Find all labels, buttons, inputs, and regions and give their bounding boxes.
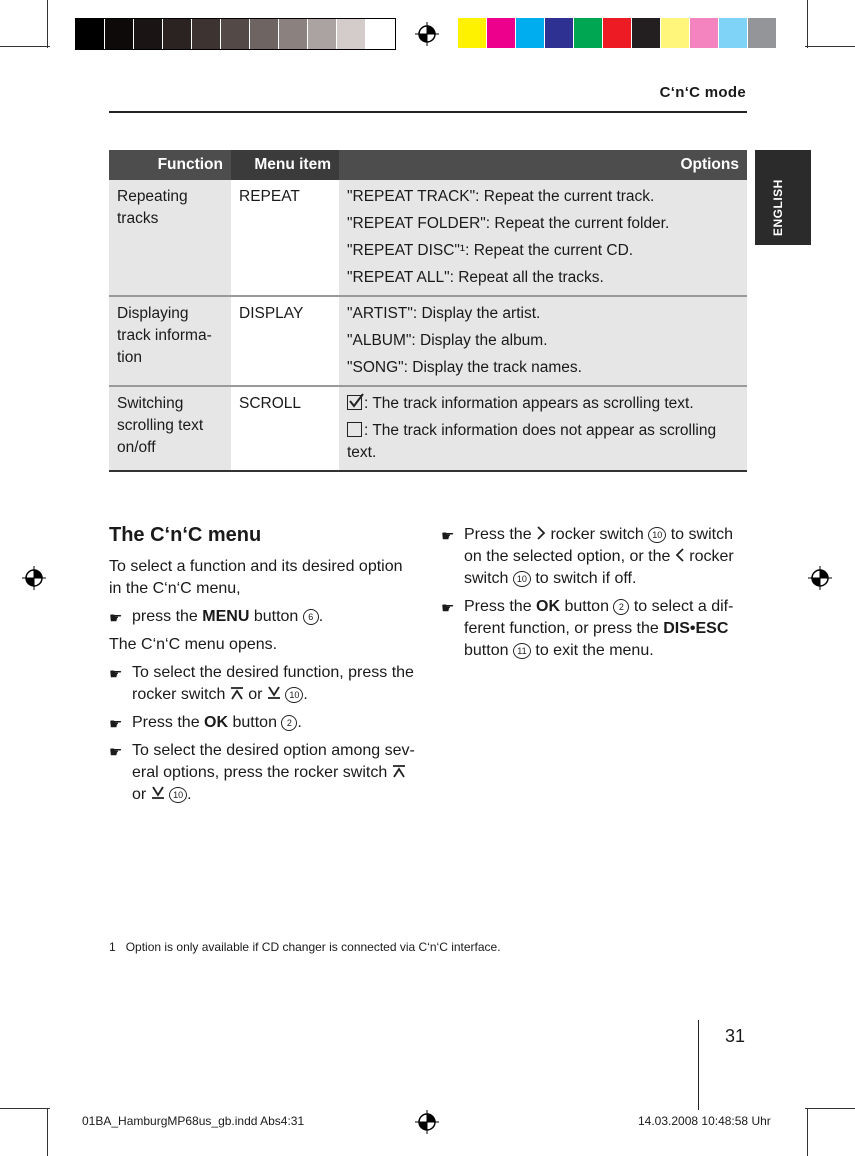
status-text: The C‘n‘C menu opens. [109, 636, 278, 653]
options-cell [339, 386, 747, 471]
options-cell [339, 180, 747, 296]
step-text: to exit the menu. [530, 642, 654, 659]
rocker-down-icon [267, 686, 281, 700]
table-row [109, 296, 747, 386]
page-number-divider [698, 1020, 699, 1110]
pointing-hand-icon: ☛ [109, 744, 123, 761]
footnote-marker: 1 [109, 940, 116, 954]
callout-number: 10 [169, 787, 187, 803]
language-tab-label: ENGLISH [771, 179, 785, 236]
slug-file-info: 01BA_HamburgMP68us_gb.indd Abs4:31 [82, 1114, 305, 1128]
step-text: button [560, 598, 614, 615]
color-swatch [603, 18, 632, 48]
callout-number: 2 [613, 599, 629, 615]
step-text: or [243, 686, 267, 703]
step-text: press the [132, 608, 203, 625]
callout-number: 11 [513, 643, 531, 659]
rocker-right-icon [536, 526, 546, 540]
crop-mark [805, 46, 855, 47]
rocker-up-icon [230, 686, 244, 700]
instructions-left-column [109, 524, 417, 812]
callout-number: 6 [303, 609, 319, 625]
callout-number: 10 [648, 527, 666, 543]
ok-key-label: OK [204, 714, 229, 731]
grayscale-bar [75, 18, 396, 50]
option-line [347, 393, 739, 415]
color-swatch [163, 19, 192, 49]
option-line: "REPEAT DISC"¹: Repeat the current CD. [347, 242, 634, 259]
header-divider [109, 111, 747, 113]
color-swatch [337, 19, 366, 49]
instruction-step: ☛ To select the desired option among sev-eral options, press the rocker switch or 10 . [109, 742, 415, 803]
pointing-hand-icon: ☛ [441, 528, 455, 545]
option-line: "ALBUM": Display the album. [347, 332, 548, 349]
callout-number: 10 [285, 687, 303, 703]
intro-text: To select a function and its desired option in the C‘n‘C menu, [109, 558, 403, 597]
step-text: button [249, 608, 303, 625]
menu-item-cell: REPEAT [231, 180, 339, 296]
step-text: to switch on the selected option, or the [464, 526, 733, 565]
instructions-right-column [441, 524, 741, 668]
color-swatch [192, 19, 221, 49]
color-swatch [516, 18, 545, 48]
color-swatch [748, 18, 777, 48]
step-text: or [132, 786, 151, 803]
ok-key-label: OK [536, 598, 561, 615]
color-swatch [719, 18, 748, 48]
crop-mark [805, 1108, 855, 1109]
color-swatch [690, 18, 719, 48]
pointing-hand-icon: ☛ [441, 600, 455, 617]
step-text: To select the desired function, press the rocker switch [132, 664, 414, 703]
instruction-step [441, 596, 741, 662]
language-tab [755, 150, 811, 245]
color-swatch [487, 18, 516, 48]
crop-mark [0, 46, 50, 47]
step-text: rocker switch [546, 526, 649, 543]
color-bar [458, 18, 777, 48]
option-line: "REPEAT TRACK": Repeat the current track. [347, 188, 655, 205]
function-cell: Repeating tracks [109, 180, 231, 296]
step-text: button [228, 714, 282, 731]
step-text: button [464, 642, 513, 659]
function-cell: Switching scrolling text on/off [109, 386, 231, 471]
table-row [109, 180, 747, 296]
color-swatch [279, 19, 308, 49]
page-header-title: C‘n‘C mode [659, 84, 746, 101]
color-swatch [105, 19, 134, 49]
option-line: "REPEAT FOLDER": Repeat the current folder. [347, 215, 670, 232]
step-text: Press the [464, 598, 537, 615]
instruction-step: ☛ Press the OK button 2 . [109, 712, 417, 734]
options-cell [339, 296, 747, 386]
color-swatch [545, 18, 574, 48]
instruction-step: ☛ To select the desired function, press the rocker switch or 10 . [109, 664, 414, 703]
pointing-hand-icon: ☛ [109, 610, 123, 627]
color-swatch [308, 19, 337, 49]
column-header-function: Function [109, 150, 231, 180]
column-header-options: Options [339, 150, 747, 180]
page-number: 31 [725, 1026, 746, 1046]
instruction-step [441, 524, 741, 590]
menu-item-cell: DISPLAY [231, 296, 339, 386]
step-text: to switch if off. [530, 570, 637, 587]
step-text: Press the [464, 526, 537, 543]
registration-mark-icon [22, 566, 46, 590]
crop-mark [807, 1108, 808, 1156]
dis-esc-key-label: DIS•ESC [663, 620, 729, 637]
registration-mark-icon [808, 566, 832, 590]
option-line: "SONG": Display the track names. [347, 359, 582, 376]
color-swatch [221, 19, 250, 49]
callout-number: 10 [513, 571, 531, 587]
color-swatch [250, 19, 279, 49]
step-text: to select a dif-ferent function, or press the [464, 598, 734, 637]
rocker-up-icon [392, 764, 406, 778]
step-text: rocker switch [464, 548, 734, 587]
menu-key-label: MENU [202, 608, 250, 625]
step-text: Press the [132, 714, 205, 731]
pointing-hand-icon: ☛ [109, 666, 123, 683]
crop-mark [807, 0, 808, 48]
callout-number: 2 [281, 715, 297, 731]
crop-mark [47, 0, 48, 48]
table-header-row [109, 150, 747, 180]
color-swatch [458, 18, 487, 48]
checked-checkbox-icon [347, 395, 362, 410]
footnote [109, 940, 501, 954]
unchecked-checkbox-icon [347, 422, 362, 437]
crop-mark [0, 1108, 50, 1109]
function-text: Displaying track informa-tion [117, 305, 212, 366]
rocker-left-icon [675, 548, 685, 562]
option-line [347, 420, 739, 464]
registration-mark-icon [415, 22, 439, 46]
option-line: "ARTIST": Display the artist. [347, 305, 541, 322]
options-table [109, 150, 747, 472]
color-swatch [76, 19, 105, 49]
crop-mark [47, 1108, 48, 1156]
slug-date-info: 14.03.2008 10:48:58 Uhr [638, 1114, 771, 1128]
menu-item-cell: SCROLL [231, 386, 339, 471]
color-swatch [366, 19, 395, 49]
step-text: To select the desired option among sev-eral options, press the rocker switch [132, 742, 415, 781]
color-swatch [632, 18, 661, 48]
option-text: : The track information does not appear as scrolling text. [347, 422, 717, 461]
color-swatch [574, 18, 603, 48]
color-swatch [134, 19, 163, 49]
color-swatch [661, 18, 690, 48]
pointing-hand-icon: ☛ [109, 716, 123, 733]
rocker-down-icon [151, 786, 165, 800]
function-cell [109, 296, 231, 386]
registration-mark-icon [415, 1110, 439, 1134]
instruction-step: ☛ press the MENU button 6 . [109, 606, 417, 628]
section-title: The C‘n‘C menu [109, 524, 262, 546]
option-text: : The track information appears as scrolling text. [364, 395, 694, 412]
option-line: "REPEAT ALL": Repeat all the tracks. [347, 269, 604, 286]
footnote-text: Option is only available if CD changer is connected via C‘n‘C interface. [125, 940, 501, 954]
column-header-menu-item: Menu item [231, 150, 339, 180]
table-row [109, 386, 747, 471]
